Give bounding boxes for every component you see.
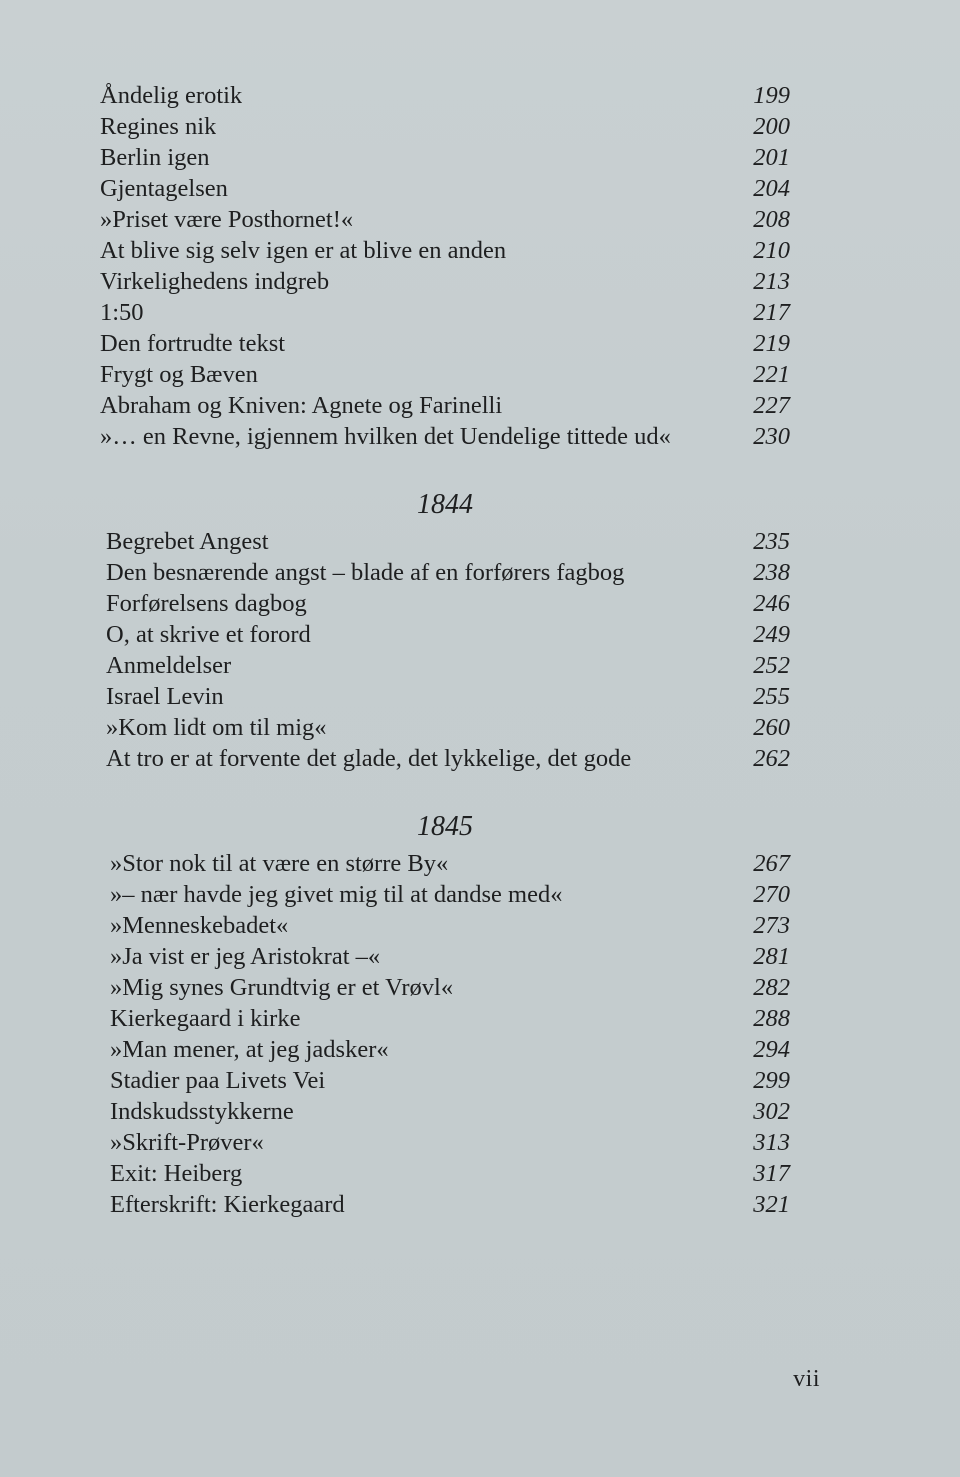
toc-entry-title: Regines nik [100,113,217,140]
toc-entry [100,650,790,681]
toc-entry-page: 219 [753,330,790,357]
toc-entry-page: 294 [753,1036,790,1063]
toc-section [100,812,790,1220]
toc-entry-title: Abraham og Kniven: Agnete og Farinelli [100,392,503,419]
toc-entry-title: »Stor nok til at være en større By« [110,850,449,877]
toc-entry [100,681,790,712]
toc-entry-page: 299 [753,1067,790,1094]
toc-entry-title: »… en Revne, igjennem hvilken det Uendelige tittede ud« [100,423,671,450]
toc-entry-title: »Menneskebadet« [110,912,289,939]
toc-entry-page: 288 [753,1005,790,1032]
toc-entry-page: 321 [753,1191,790,1218]
toc-entry-title: Exit: Heiberg [110,1160,243,1187]
toc-entry-page: 227 [753,392,790,419]
toc-entry-title: Efterskrift: Kierkegaard [110,1191,345,1218]
toc-entry-page: 246 [753,590,790,617]
toc-entry-title: »– nær havde jeg givet mig til at dandse med« [110,881,563,908]
toc-entry [100,879,790,910]
toc-entry [100,173,790,204]
toc-entry-title: Israel Levin [106,683,224,710]
toc-entry [100,266,790,297]
toc-entry-page: 221 [753,361,790,388]
toc-section [100,490,790,774]
toc-entry [100,910,790,941]
toc-entry-page: 267 [753,850,790,877]
toc-entry-page: 208 [753,206,790,233]
toc-entry-page: 230 [753,423,790,450]
toc-entry [100,1189,790,1220]
toc-entry [100,526,790,557]
toc-entry [100,204,790,235]
toc-entry-title: Indskudsstykkerne [110,1098,294,1125]
toc-entry [100,421,790,452]
section-year-heading: 1845 [417,811,473,842]
toc-entry [100,557,790,588]
toc-entry-title: »Man mener, at jeg jadsker« [110,1036,389,1063]
toc-entry [100,111,790,142]
toc-entry-title: »Skrift-Prøver« [110,1129,264,1156]
toc-entry [100,359,790,390]
toc-entry [100,743,790,774]
toc-entry [100,712,790,743]
toc-entry-title: O, at skrive et forord [106,621,311,648]
toc-entry-title: Virkelighedens indgreb [100,268,330,295]
toc-entry-page: 210 [753,237,790,264]
toc-entry-title: »Kom lidt om til mig« [106,714,327,741]
toc-entry-title: Stadier paa Livets Vei [110,1067,326,1094]
toc-entry-page: 260 [753,714,790,741]
toc-entry-title: 1:50 [100,299,144,326]
page-number: vii [793,1366,820,1392]
toc-entry [100,848,790,879]
toc-entry-page: 281 [753,943,790,970]
toc-entry-title: Kierkegaard i kirke [110,1005,301,1032]
toc-entry-title: Berlin igen [100,144,210,171]
toc-entry [100,142,790,173]
toc-entry [100,235,790,266]
toc-entry [100,972,790,1003]
toc-entry [100,1096,790,1127]
toc-entry-title: »Ja vist er jeg Aristokrat –« [110,943,381,970]
toc-entry-page: 249 [753,621,790,648]
toc-entry-page: 252 [753,652,790,679]
toc-entry-title: At blive sig selv igen er at blive en anden [100,237,507,264]
toc-entry-page: 213 [753,268,790,295]
toc-entry-page: 200 [753,113,790,140]
toc-entry-page: 317 [753,1160,790,1187]
toc-entry-page: 302 [753,1098,790,1125]
toc-entry-page: 201 [753,144,790,171]
toc-entry-page: 270 [753,881,790,908]
toc-entry [100,941,790,972]
toc-entry-title: Åndelig erotik [100,82,243,109]
toc-section [100,80,790,452]
toc-entry [100,619,790,650]
toc-entry-title: »Priset være Posthornet!« [100,206,354,233]
toc-entry [100,297,790,328]
toc-entry [100,1158,790,1189]
toc-entry [100,1065,790,1096]
toc-entry-page: 204 [753,175,790,202]
toc-entry-page: 262 [753,745,790,772]
toc-entry-title: Forførelsens dagbog [106,590,307,617]
toc-entry-title: »Mig synes Grundtvig er et Vrøvl« [110,974,454,1001]
toc-entry [100,1034,790,1065]
toc-entry-title: Anmeldelser [106,652,232,679]
toc-entry [100,588,790,619]
toc-entry-page: 273 [753,912,790,939]
toc-entry-title: Den fortrudte tekst [100,330,286,357]
toc-entry-title: Frygt og Bæven [100,361,258,388]
table-of-contents [100,80,790,1220]
toc-entry [100,1127,790,1158]
toc-entry-title: At tro er at forvente det glade, det lykkelige, det gode [106,745,632,772]
toc-entry [100,390,790,421]
toc-entry-title: Begrebet Angest [106,528,269,555]
toc-entry-page: 255 [753,683,790,710]
section-year-heading: 1844 [417,489,473,520]
toc-entry [100,328,790,359]
toc-entry-title: Den besnærende angst – blade af en forførers fagbog [106,559,625,586]
toc-entry [100,1003,790,1034]
toc-entry [100,80,790,111]
toc-entry-page: 282 [753,974,790,1001]
toc-entry-page: 199 [753,82,790,109]
toc-entry-page: 238 [753,559,790,586]
toc-entry-page: 217 [753,299,790,326]
toc-entry-page: 313 [753,1129,790,1156]
toc-entry-title: Gjentagelsen [100,175,228,202]
toc-entry-page: 235 [753,528,790,555]
